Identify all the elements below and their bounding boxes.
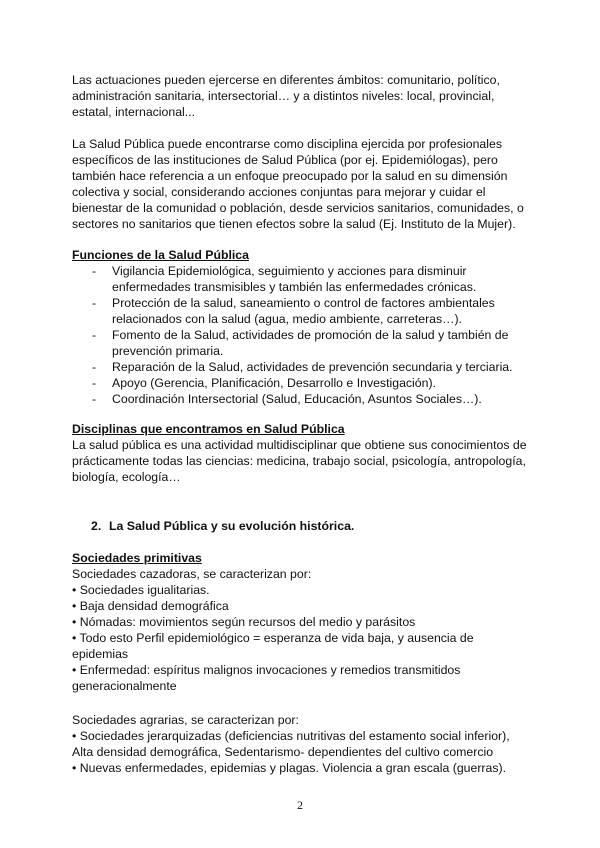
list-item: • Baja densidad demográfica [72,599,229,613]
list-item: • Todo esto Perfil epidemiológico = esperanza de vida baja, y ausencia de epidemias [72,631,474,661]
list-item: • Sociedades igualitarias. [72,583,210,597]
list-item: - Fomento de la Salud, actividades de promoción de la salud y también de prevención primaria. [92,328,509,358]
paragraph-ambitos: Las actuaciones pueden ejercerse en diferentes ámbitos: comunitario, político, administración sanitaria, intersectorial… y a distintos niveles: local, provincial, estatal, internacional... [72,73,500,119]
funciones-list [92,263,532,407]
list-item: • Nómadas: movimientos según recursos del medio y parásitos [72,615,416,629]
list-item: - Reparación de la Salud, actividades de prevención secundaria y terciaria. [92,360,513,374]
list-item: - Apoyo (Gerencia, Planificación, Desarrollo e Investigación). [92,376,436,390]
section-title [91,518,354,534]
section-title-text: La Salud Pública y su evolución histórica. [109,519,355,533]
primitivas-block [72,566,532,694]
paragraph-definicion: La Salud Pública puede encontrarse como disciplina ejercida por profesionales específicos de las instituciones de Salud Pública (por ej. Epidemiólogas), pero también hace referencia a un enfoque preocupado por la salud en su dimensión colectiva y social, considerando acciones conjuntas para mejorar y cuidar el bienestar de la comunidad o población, desde servicios sanitarios, comunidades, o sectores no sanitarios que tienen efectos sobre la salud (Ej. Instituto de la Mujer). [72,137,524,231]
dash-bullet: - [92,296,97,310]
list-item: • Enfermedad: espíritus malignos invocaciones y remedios transmitidos generacionalmente [72,663,461,693]
section-number: 2. [91,519,102,533]
list-item: - Vigilancia Epidemiológica, seguimiento y acciones para disminuir enfermedades transmisibles y también las enfermedades crónicas. [92,264,477,294]
agrarias-block [72,712,532,776]
dash-bullet: - [92,360,97,374]
list-item: • Sociedades jerarquizadas (deficiencias nutritivas del estamento social inferior), Alta densidad demográfica, Sedentarismo- dependientes del cultivo comercio [72,729,510,759]
list-item: - Protección de la salud, saneamiento o control de factores ambientales relacionados con la salud (agua, medio ambiente, carreteras…). [92,296,495,326]
paragraph-disciplinas: La salud pública es una actividad multidisciplinar que obtiene sus conocimientos de prácticamente todas las ciencias: medicina, trabajo social, psicología, antropología, biología, ecología… [72,438,527,484]
dash-bullet: - [92,328,97,342]
dash-bullet: - [92,264,97,278]
dash-bullet: - [92,376,97,390]
list-item: - Coordinación Intersectorial (Salud, Educación, Asuntos Sociales…). [92,392,482,406]
heading-funciones: Funciones de la Salud Pública [72,248,249,262]
heading-primitivas: Sociedades primitivas [72,551,202,565]
page-number: 2 [297,798,303,812]
list-item: • Nuevas enfermedades, epidemias y plagas. Violencia a gran escala (guerras). [72,761,507,775]
heading-disciplinas: Disciplinas que encontramos en Salud Pública [72,422,345,436]
dash-bullet: - [92,392,97,406]
agrarias-intro: Sociedades agrarias, se caracterizan por: [72,713,299,727]
primitivas-intro: Sociedades cazadoras, se caracterizan por: [72,567,312,581]
